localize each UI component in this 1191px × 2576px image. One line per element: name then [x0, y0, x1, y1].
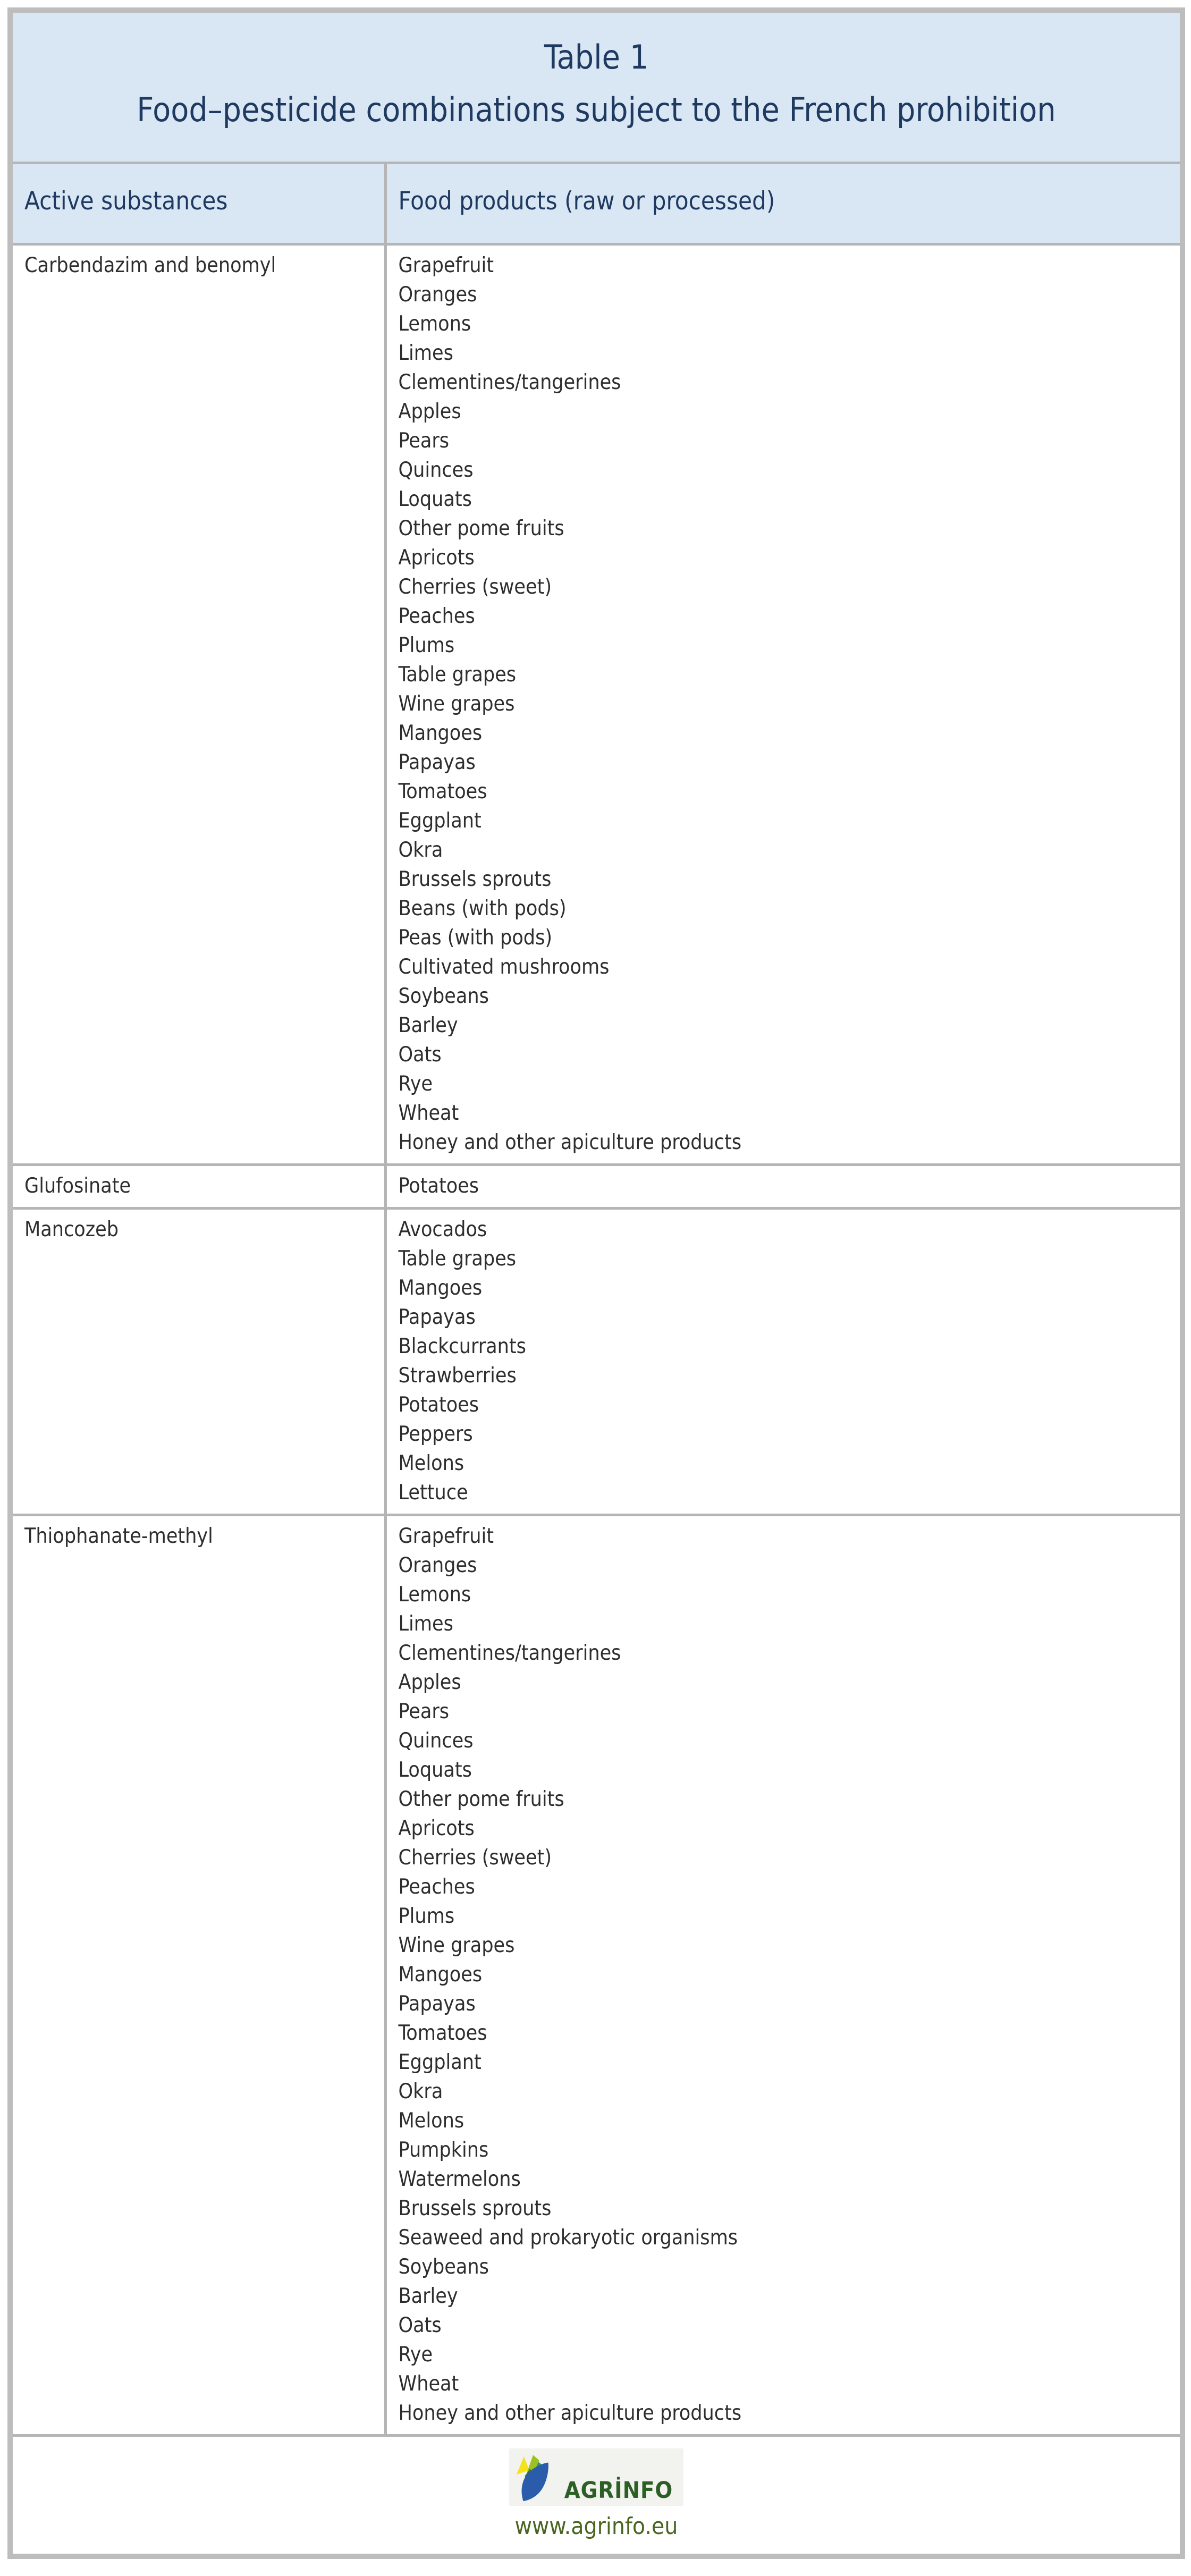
food-product-item: Wine grapes — [398, 1933, 515, 1957]
column-header-food-products: Food products (raw or processed) — [385, 163, 1182, 244]
food-product-item: Other pome fruits — [398, 517, 564, 540]
food-product-item: Cherries (sweet) — [398, 575, 552, 599]
food-product-item: Potatoes — [398, 1393, 479, 1417]
food-product-item: Grapefruit — [398, 1524, 494, 1548]
food-product-item: Avocados — [398, 1218, 487, 1241]
food-product-item: Table grapes — [398, 663, 517, 687]
food-product-item: Apples — [398, 400, 461, 424]
food-product-item: Wheat — [398, 1101, 459, 1125]
food-product-item: Honey and other apiculture products — [398, 1130, 742, 1154]
food-product-item: Melons — [398, 2109, 464, 2133]
food-product-item: Lettuce — [398, 1481, 468, 1505]
food-product-item: Mangoes — [398, 1963, 483, 1987]
food-product-item: Oats — [398, 1043, 442, 1067]
food-product-item: Soybeans — [398, 2255, 489, 2279]
active-substance-name: Mancozeb — [24, 1218, 119, 1241]
substance-row — [10, 1165, 1182, 1209]
agrinfo-logo — [509, 2448, 684, 2506]
food-product-item: Brussels sprouts — [398, 867, 552, 891]
food-product-item: Melons — [398, 1451, 464, 1475]
food-product-item: Pears — [398, 1700, 450, 1724]
food-product-item: Peppers — [398, 1422, 473, 1446]
food-product-item: Loquats — [398, 487, 472, 511]
food-product-item: Okra — [398, 838, 443, 862]
active-substance-cell — [10, 1165, 385, 1209]
food-product-item: Pumpkins — [398, 2138, 489, 2162]
food-product-item: Clementines/tangerines — [398, 370, 621, 394]
food-product-item: Apricots — [398, 1817, 475, 1840]
food-product-item: Barley — [398, 2284, 458, 2308]
food-product-item: Beans (with pods) — [398, 897, 567, 920]
food-product-item: Soybeans — [398, 984, 489, 1008]
food-product-item: Table grapes — [398, 1247, 517, 1271]
substance-row — [10, 244, 1182, 1165]
food-products-cell — [385, 1515, 1182, 2436]
food-product-item: Plums — [398, 1904, 455, 1928]
food-product-item: Peaches — [398, 604, 475, 628]
food-product-item: Papayas — [398, 1305, 476, 1329]
agrinfo-logo-icon — [516, 2453, 561, 2503]
substance-row — [10, 1209, 1182, 1515]
prohibition-table — [7, 7, 1185, 2559]
food-product-item: Barley — [398, 1013, 458, 1037]
column-header-active-substances: Active substances — [10, 163, 385, 244]
footer-cell — [10, 2436, 1182, 2557]
food-product-item: Cherries (sweet) — [398, 1846, 552, 1870]
food-product-item: Honey and other apiculture products — [398, 2401, 742, 2425]
food-product-item: Papayas — [398, 750, 476, 774]
active-substance-name: Thiophanate-methyl — [24, 1524, 213, 1548]
food-product-item: Rye — [398, 2343, 433, 2367]
active-substance-cell — [10, 244, 385, 1165]
food-product-item: Quinces — [398, 1729, 474, 1753]
food-product-item: Apples — [398, 1670, 461, 1694]
document-page — [0, 7, 1191, 2576]
food-products-cell — [385, 1209, 1182, 1515]
food-product-item: Mangoes — [398, 1276, 483, 1300]
food-product-item: Rye — [398, 1072, 433, 1096]
agrinfo-url-link[interactable]: www.agrinfo.eu — [514, 2513, 678, 2540]
food-product-item: Wheat — [398, 2372, 459, 2396]
food-product-item: Wine grapes — [398, 692, 515, 716]
title-row — [10, 10, 1182, 163]
food-product-item: Lemons — [398, 1583, 471, 1607]
active-substance-cell — [10, 1515, 385, 2436]
food-product-item: Limes — [398, 1612, 453, 1636]
food-products-cell — [385, 244, 1182, 1165]
food-product-item: Mangoes — [398, 721, 483, 745]
food-product-item: Okra — [398, 2080, 443, 2104]
table-title-cell — [10, 10, 1182, 163]
food-product-item: Oats — [398, 2313, 442, 2337]
food-product-item: Loquats — [398, 1758, 472, 1782]
food-product-item: Clementines/tangerines — [398, 1641, 621, 1665]
food-product-item: Limes — [398, 341, 453, 365]
food-product-item: Blackcurrants — [398, 1335, 526, 1358]
food-product-item: Pears — [398, 429, 450, 453]
food-product-item: Cultivated mushrooms — [398, 955, 610, 979]
food-product-item: Lemons — [398, 312, 471, 336]
food-product-item: Seaweed and prokaryotic organisms — [398, 2226, 738, 2250]
footer-row — [10, 2436, 1182, 2557]
food-product-item: Strawberries — [398, 1364, 517, 1388]
food-product-item: Plums — [398, 634, 455, 657]
active-substance-name: Carbendazim and benomyl — [24, 254, 276, 277]
food-product-item: Papayas — [398, 1992, 476, 2016]
food-product-item: Oranges — [398, 283, 477, 307]
food-product-item: Eggplant — [398, 2050, 482, 2074]
agrinfo-wordmark: AGRİNFO — [564, 2477, 673, 2504]
food-product-item: Eggplant — [398, 809, 482, 833]
food-product-item: Watermelons — [398, 2167, 521, 2191]
food-product-item: Potatoes — [398, 1174, 479, 1198]
food-product-item: Oranges — [398, 1553, 477, 1577]
substance-row — [10, 1515, 1182, 2436]
food-product-item: Peaches — [398, 1875, 475, 1899]
food-product-item: Other pome fruits — [398, 1787, 564, 1811]
food-product-item: Brussels sprouts — [398, 2197, 552, 2220]
active-substance-cell — [10, 1209, 385, 1515]
food-products-cell — [385, 1165, 1182, 1209]
column-header-row — [10, 163, 1182, 244]
food-product-item: Peas (with pods) — [398, 926, 553, 950]
active-substance-name: Glufosinate — [24, 1174, 131, 1198]
table-caption: Food–pesticide combinations subject to the French prohibition — [137, 90, 1056, 129]
food-product-item: Tomatoes — [398, 2021, 487, 2045]
food-product-item: Apricots — [398, 546, 475, 570]
food-product-item: Grapefruit — [398, 254, 494, 277]
food-product-item: Tomatoes — [398, 780, 487, 804]
food-product-item: Quinces — [398, 458, 474, 482]
table-number: Table 1 — [544, 38, 649, 77]
